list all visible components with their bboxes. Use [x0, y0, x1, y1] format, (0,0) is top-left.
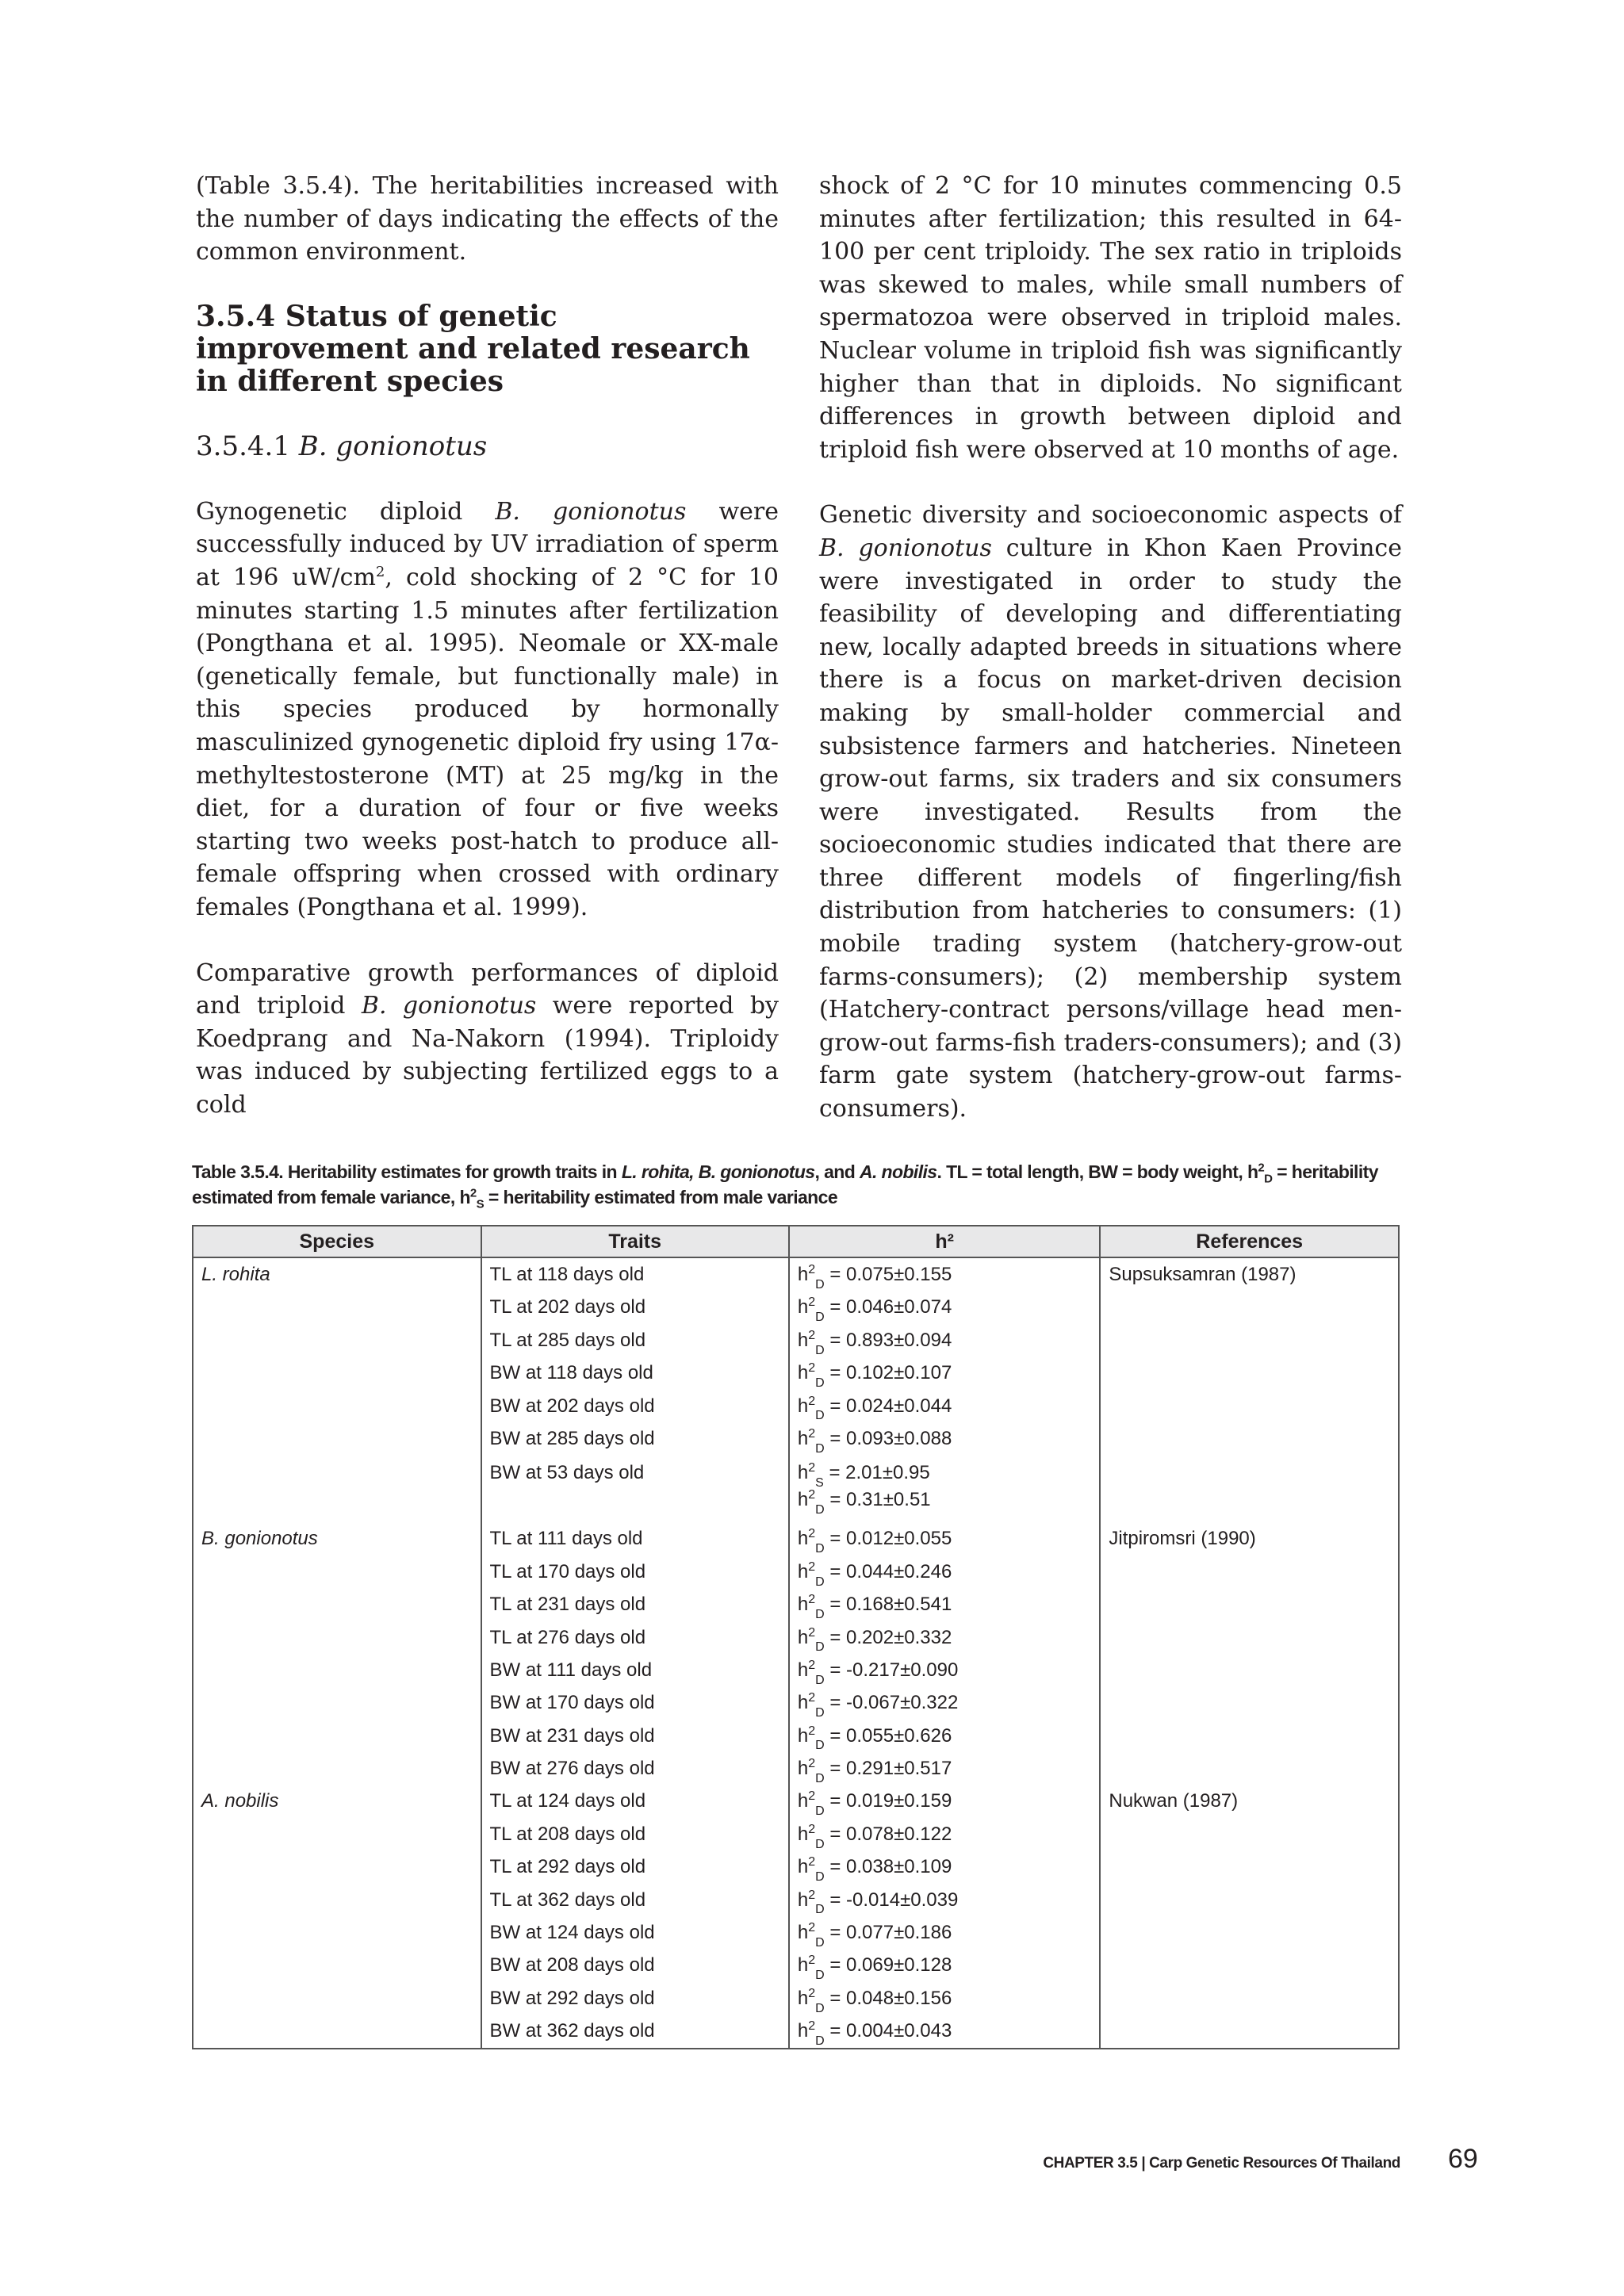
- cell-reference: [1100, 1324, 1399, 1357]
- cell-reference: [1100, 1556, 1399, 1588]
- table-row: [193, 1455, 1399, 1522]
- cell-trait: BW at 111 days old: [481, 1654, 789, 1686]
- cell-species: [193, 1720, 481, 1752]
- cell-reference: [1100, 2015, 1399, 2048]
- h2-value: $h^2_D = 0.069\pm 0.128$: [797, 1954, 952, 1983]
- cell-reference: [1100, 1949, 1399, 1981]
- cell-trait: TL at 111 days old: [481, 1522, 789, 1555]
- paragraph: shock of 2 °C for 10 minutes commencing 0.5 minutes after fertilization; this resulted in 64-100 per cent triploidy. The sex ratio in triploids was skewed to males, while small numbers of spermatozoa were observed in triploid males. Nuclear volume in triploid fish was significantly higher than that in diploids. No significant differences in growth between diploid and triploid fish were observed at 10 months of age.: [819, 172, 1402, 464]
- h2-value: $h^2_D = 0.048\pm 0.156$: [797, 1986, 952, 2015]
- cell-species: [193, 1818, 481, 1850]
- paragraph: (Table 3.5.4). The heritabilities increased with the number of days indicating the effects of the common environment.: [196, 172, 779, 266]
- section-heading: 3.5.4 Status of genetic improvement and related research in different species: [196, 299, 750, 398]
- h2-value: $h^2_D = -0.014\pm 0.039$: [797, 1888, 959, 1917]
- cell-trait: TL at 208 days old: [481, 1818, 789, 1850]
- h2-value: $h^2_D = 0.077\pm 0.186$: [797, 1921, 952, 1950]
- table-row: [193, 1752, 1399, 1785]
- cell-h2: [789, 1720, 1101, 1752]
- cell-trait: BW at 118 days old: [481, 1357, 789, 1389]
- cell-h2: [789, 1390, 1101, 1422]
- cell-species: [193, 1916, 481, 1949]
- cell-trait: BW at 53 days old: [481, 1455, 789, 1522]
- cell-species: [193, 1884, 481, 1916]
- cell-reference: [1100, 1818, 1399, 1850]
- cell-species: [193, 1850, 481, 1883]
- cell-trait: TL at 202 days old: [481, 1291, 789, 1323]
- cell-trait: BW at 124 days old: [481, 1916, 789, 1949]
- h2-value: $h^2_D = 0.168\pm 0.541$: [797, 1593, 952, 1621]
- cell-species: [193, 2015, 481, 2048]
- cell-h2: [789, 1916, 1101, 1949]
- cell-h2: [789, 1588, 1101, 1621]
- cell-species: [193, 1621, 481, 1654]
- cell-trait: TL at 231 days old: [481, 1588, 789, 1621]
- table-row: [193, 1621, 1399, 1654]
- h2-value: $h^2_D = 0.893\pm 0.094$: [797, 1328, 952, 1357]
- table-row: [193, 1818, 1399, 1850]
- h2-value: $h^2_D = 0.024\pm 0.044$: [797, 1394, 952, 1423]
- h2-value: $h^2_D = 0.078\pm 0.122$: [797, 1822, 952, 1851]
- cell-trait: TL at 292 days old: [481, 1850, 789, 1883]
- cell-trait: TL at 124 days old: [481, 1785, 789, 1817]
- cell-reference: [1100, 1686, 1399, 1719]
- h2-value: $h^2_D = -0.067\pm 0.322$: [797, 1691, 959, 1720]
- cell-reference: [1100, 1422, 1399, 1455]
- header-h2: h²: [789, 1226, 1101, 1257]
- cell-species: [193, 1291, 481, 1323]
- table-row: [193, 1556, 1399, 1588]
- cell-trait: TL at 276 days old: [481, 1621, 789, 1654]
- cell-reference: Supsuksamran (1987): [1100, 1257, 1399, 1291]
- cell-h2: [789, 1850, 1101, 1883]
- h2-value: $h^2_D = 0.044\pm 0.246$: [797, 1559, 952, 1589]
- subsection-species: B. gonionotus: [298, 430, 488, 462]
- h2-value: $h^2_D = 0.202\pm 0.332$: [797, 1625, 952, 1655]
- table-row: [193, 1422, 1399, 1455]
- cell-species: [193, 1357, 481, 1389]
- cell-species: B. gonionotus: [193, 1522, 481, 1555]
- header-references: References: [1100, 1226, 1399, 1257]
- h2-value: $h^2_D = 0.012\pm 0.055$: [797, 1527, 952, 1556]
- paragraph: Genetic diversity and socioeconomic aspects of B. gonionotus culture in Khon Kaen Province were investigated in order to study the feasibility of developing and differentiating new, locally adapted breeds in situations where there is a focus on market-driven decision making by small-holder commercial and subsistence farmers and hatcheries. Nineteen grow-out farms, six traders and six consumers were investigated. Results from the socioeconomic studies indicated that there are three different models of fingerling/fish distribution from hatcheries to consumers: (1) mobile trading system (hatchery-grow-out farms-consumers); (2) membership system (Hatchery-contract persons/village head men-grow-out farms-fish traders-consumers); and (3) farm gate system (hatchery-grow-out farms-consumers).: [819, 501, 1402, 1123]
- table-row: [193, 1982, 1399, 2015]
- table-row: [193, 1324, 1399, 1357]
- cell-species: A. nobilis: [193, 1785, 481, 1817]
- cell-reference: [1100, 1390, 1399, 1422]
- cell-h2: [789, 1752, 1101, 1785]
- cell-reference: [1100, 1291, 1399, 1323]
- table-row: [193, 2015, 1399, 2048]
- cell-h2: [789, 1556, 1101, 1588]
- h2-value: $h^2_D = -0.217\pm 0.090$: [797, 1658, 959, 1687]
- cell-h2: [789, 1455, 1101, 1522]
- h2-value: $h^2_D = 0.038\pm 0.109$: [797, 1855, 952, 1885]
- cell-reference: [1100, 1455, 1399, 1522]
- cell-h2: [789, 1654, 1101, 1686]
- cell-h2: [789, 1357, 1101, 1389]
- paragraph: Gynogenetic diploid B. gonionotus were successfully induced by UV irradiation of sperm at 196 $uW/cm^2$, cold shocking of 2 °C for 10 minutes starting 1.5 minutes after fertilization (Pongthana et al. 1995). Neomale or XX-male (genetically female, but functionally male) in this species produced by hormonally masculinized gynogenetic diploid fry using 17α-methyltestosterone (MT) at 25 mg/kg in the diet, for a duration of four or five weeks starting two weeks post-hatch to produce all-female offspring when crossed with ordinary females (Pongthana et al. 1999).: [196, 497, 779, 921]
- table-row: [193, 1785, 1399, 1817]
- table-row: [193, 1884, 1399, 1916]
- table-row: [193, 1916, 1399, 1949]
- cell-species: [193, 1686, 481, 1719]
- cell-species: [193, 1422, 481, 1455]
- table-row: [193, 1720, 1399, 1752]
- h2-value: $h^2_D = 0.102\pm 0.107$: [797, 1361, 952, 1390]
- table-row: [193, 1686, 1399, 1719]
- chapter-footer: CHAPTER 3.5 | Carp Genetic Resources Of Thailand: [1043, 2155, 1400, 2172]
- cell-reference: [1100, 1357, 1399, 1389]
- h2-value: $h^2_D = 0.093\pm 0.088$: [797, 1426, 952, 1456]
- cell-reference: [1100, 1621, 1399, 1654]
- cell-h2: [789, 1686, 1101, 1719]
- subsection-heading: [196, 430, 779, 463]
- cell-species: [193, 1982, 481, 2015]
- table-row: [193, 1949, 1399, 1981]
- cell-trait: TL at 170 days old: [481, 1556, 789, 1588]
- cell-h2: [789, 1291, 1101, 1323]
- cell-species: [193, 1556, 481, 1588]
- table-row: [193, 1850, 1399, 1883]
- cell-reference: [1100, 1752, 1399, 1785]
- cell-h2: [789, 1884, 1101, 1916]
- h2-value: $h^2_D = 0.075\pm 0.155$: [797, 1263, 952, 1292]
- h2-value: $h^2_S = 2.01\pm 0.95$: [797, 1461, 930, 1490]
- cell-h2: [789, 2015, 1101, 2048]
- subsection-number: 3.5.4.1: [196, 430, 290, 462]
- h2-value: $h^2_D = 0.004\pm 0.043$: [797, 2019, 952, 2048]
- cell-trait: BW at 276 days old: [481, 1752, 789, 1785]
- cell-h2: [789, 1818, 1101, 1850]
- cell-species: L. rohita: [193, 1257, 481, 1291]
- cell-trait: BW at 170 days old: [481, 1686, 789, 1719]
- h2-value: $h^2_D = 0.055\pm 0.626$: [797, 1724, 952, 1753]
- table-row: [193, 1357, 1399, 1389]
- cell-h2: [789, 1982, 1101, 2015]
- cell-species: [193, 1949, 481, 1981]
- paragraph: Comparative growth performances of diploid and triploid B. gonionotus were reported by Koedprang and Na-Nakorn (1994). Triploidy was induced by subjecting fertilized eggs to a cold: [196, 959, 779, 1119]
- table-row: [193, 1588, 1399, 1621]
- left-column: [196, 170, 779, 1121]
- cell-reference: [1100, 1654, 1399, 1686]
- table-row: [193, 1522, 1399, 1555]
- cell-h2: [789, 1621, 1101, 1654]
- table-row: [193, 1291, 1399, 1323]
- cell-species: [193, 1455, 481, 1522]
- cell-species: [193, 1654, 481, 1686]
- cell-trait: BW at 285 days old: [481, 1422, 789, 1455]
- cell-species: [193, 1752, 481, 1785]
- cell-reference: Jitpiromsri (1990): [1100, 1522, 1399, 1555]
- cell-trait: BW at 292 days old: [481, 1982, 789, 2015]
- cell-h2: [789, 1522, 1101, 1555]
- cell-reference: [1100, 1916, 1399, 1949]
- cell-h2: [789, 1422, 1101, 1455]
- header-species: Species: [193, 1226, 481, 1257]
- cell-reference: [1100, 1588, 1399, 1621]
- cell-species: [193, 1588, 481, 1621]
- cell-reference: Nukwan (1987): [1100, 1785, 1399, 1817]
- cell-h2: [789, 1257, 1101, 1291]
- cell-reference: [1100, 1982, 1399, 2015]
- cell-trait: TL at 362 days old: [481, 1884, 789, 1916]
- h2-value: $h^2_D = 0.019\pm 0.159$: [797, 1789, 952, 1819]
- cell-reference: [1100, 1720, 1399, 1752]
- cell-trait: TL at 118 days old: [481, 1257, 789, 1291]
- cell-trait: BW at 362 days old: [481, 2015, 789, 2048]
- cell-reference: [1100, 1850, 1399, 1883]
- table-header-row: [193, 1226, 1399, 1257]
- header-traits: Traits: [481, 1226, 789, 1257]
- table-row: [193, 1390, 1399, 1422]
- table-row: [193, 1654, 1399, 1686]
- cell-reference: [1100, 1884, 1399, 1916]
- cell-trait: TL at 285 days old: [481, 1324, 789, 1357]
- h2-value: $h^2_D = 0.046\pm 0.074$: [797, 1295, 952, 1325]
- h2-value: $h^2_D = 0.31\pm 0.51$: [797, 1488, 931, 1517]
- heritability-table: [192, 1225, 1400, 2049]
- cell-h2: [789, 1949, 1101, 1981]
- cell-trait: BW at 231 days old: [481, 1720, 789, 1752]
- cell-trait: BW at 202 days old: [481, 1390, 789, 1422]
- right-column: [819, 170, 1402, 1126]
- cell-trait: BW at 208 days old: [481, 1949, 789, 1981]
- table-caption: Table 3.5.4. Heritability estimates for growth traits in L. rohita, B. gonionotus, and A. nobilis. TL = total length, BW = body weight, $h^2_D$ = heritability estimated from female variance, $h^2_S$ = heritability estimated from male variance: [192, 1161, 1378, 1211]
- h2-value: $h^2_D = 0.291\pm 0.517$: [797, 1757, 952, 1785]
- table-row: [193, 1257, 1399, 1291]
- cell-species: [193, 1390, 481, 1422]
- cell-h2: [789, 1324, 1101, 1357]
- page-number: 69: [1448, 2144, 1478, 2174]
- cell-species: [193, 1324, 481, 1357]
- cell-h2: [789, 1785, 1101, 1817]
